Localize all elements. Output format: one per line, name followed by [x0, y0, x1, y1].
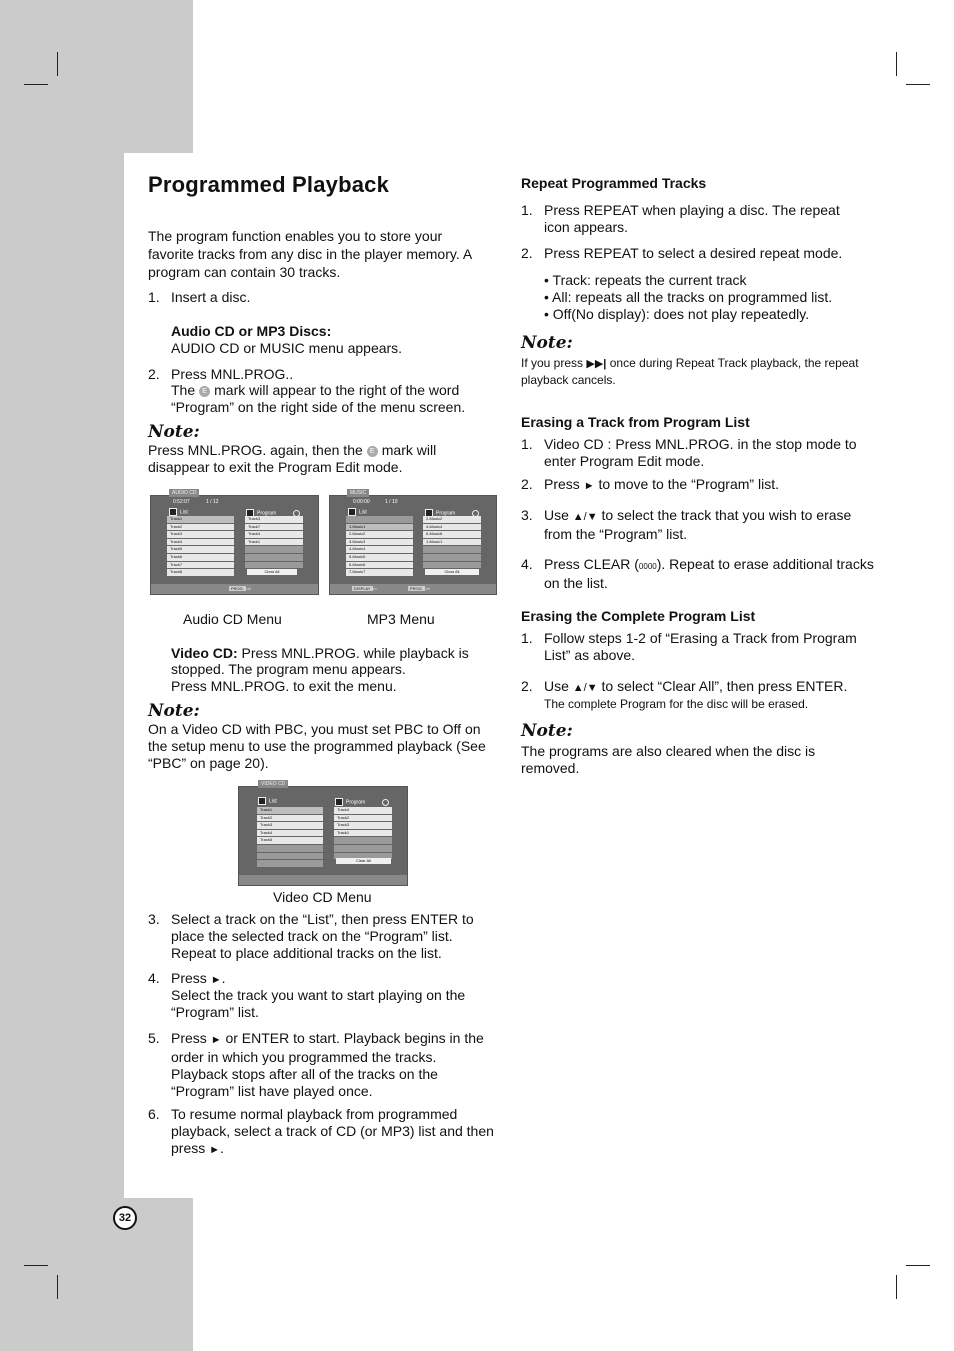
step-number: 4. [521, 556, 533, 572]
erase-all-step-2-note: The complete Program for the disc will be erased. [544, 697, 809, 711]
menu-slot[interactable]: 4-Music4 [346, 546, 413, 554]
mp3-menu-screen [329, 490, 497, 595]
video-cd-line3: Press MNL.PROG. to exit the menu. [171, 678, 397, 694]
section-heading-repeat: Repeat Programmed Tracks [521, 175, 707, 191]
play-icon: ► [209, 1144, 221, 1156]
step-2-line2-start: The [171, 382, 196, 398]
menu-count: 1 / 10 [385, 499, 398, 505]
list-column [167, 516, 234, 577]
step-6-period: . [220, 1140, 224, 1156]
program-icon [335, 798, 343, 806]
program-header-label: Program [436, 510, 456, 517]
program-column [245, 516, 303, 569]
caption-mp3-menu: MP3 Menu [367, 611, 435, 627]
list-header [258, 797, 277, 805]
menu-slot[interactable]: 7-Music7 [346, 569, 413, 577]
menu-slot[interactable]: Track7 [245, 524, 303, 532]
menu-slot[interactable]: Track1 [245, 539, 303, 547]
caption-audio-cd-menu: Audio CD Menu [183, 611, 282, 627]
menu-slot[interactable]: 5-Music5 [346, 554, 413, 562]
menu-slot[interactable]: Track4 [245, 531, 303, 539]
crop-mark [906, 84, 930, 85]
step-6-start: To resume normal playback from programmed playback, select a track of CD (or MP3) list and then press [171, 1106, 494, 1156]
video-cd-line2: stopped. The program menu appears. [171, 661, 406, 677]
audio-heading: Audio CD or MP3 Discs: [171, 323, 332, 339]
erase-all-step-2-end: to select “Clear All”, then press ENTER. [601, 678, 848, 694]
menu-slot[interactable] [334, 837, 392, 845]
menu-slot[interactable]: Track6 [167, 554, 234, 562]
menu-count: 1 / 12 [206, 499, 219, 505]
menu-slot[interactable]: Track3 [257, 822, 323, 830]
list-header-label: List [269, 798, 277, 805]
step-1-text: Insert a disc. [171, 289, 251, 305]
repeat-step-2: Press REPEAT to select a desired repeat mode. [544, 245, 843, 261]
section-heading-erase-track: Erasing a Track from Program List [521, 414, 750, 430]
note-label: Note: [148, 701, 200, 721]
edit-mark-icon: E [367, 446, 378, 457]
step-4-text: Select the track you want to start playing on the “Program” list. [171, 987, 466, 1020]
crop-mark [896, 52, 897, 76]
menu-slot[interactable]: 2-Music2 [423, 516, 481, 524]
list-icon [258, 797, 266, 805]
note-label: Note: [148, 422, 200, 442]
menu-slot[interactable] [423, 554, 481, 562]
menu-slot[interactable]: Track1 [257, 807, 323, 815]
margin-band-top [0, 0, 193, 153]
erase-step-2 [544, 476, 779, 495]
clear-button-icon: 0000 [638, 562, 657, 571]
note-1-line2: disappear to exit the Program Edit mode. [148, 459, 403, 475]
erase-step-3 [544, 507, 876, 543]
edit-mark-icon: E [199, 386, 210, 397]
step-number: 4. [148, 970, 160, 986]
menu-slot[interactable]: Track4 [334, 807, 392, 815]
program-column [423, 516, 481, 569]
list-header [169, 508, 188, 516]
menu-time: 0:00:00 [353, 499, 370, 505]
step-4-period: . [221, 970, 226, 986]
note-1-start: Press MNL.PROG. again, then the [148, 442, 363, 458]
menu-slot[interactable]: Track3 [245, 516, 303, 524]
footer-tag: PROG. [231, 586, 244, 591]
step-5-start: Press [171, 1030, 207, 1046]
step-number: 1. [521, 436, 533, 452]
menu-slot[interactable]: Track4 [167, 539, 234, 547]
erase-all-step-2 [544, 678, 847, 697]
play-icon: ► [210, 974, 222, 986]
step-number: 3. [148, 911, 160, 927]
menu-slot[interactable]: Track8 [167, 569, 234, 577]
step-2-line1: Press MNL.PROG.. [171, 366, 294, 382]
footer-tag: DISPLAY [354, 586, 371, 591]
program-header [335, 798, 365, 806]
list-header-label: List [359, 509, 367, 516]
menu-slot[interactable]: Track5 [167, 546, 234, 554]
footer-text: Info [370, 586, 377, 591]
erase-all-step-1: Follow steps 1-2 of “Erasing a Track from Program List” as above. [544, 630, 857, 663]
menu-slot[interactable]: Track3 [167, 531, 234, 539]
menu-tag: AUDIO CD [169, 489, 199, 497]
note-1-line1 [148, 442, 436, 459]
note-3-start: If you press [521, 356, 584, 370]
menu-footer [151, 584, 318, 594]
list-icon [348, 508, 356, 516]
menu-slot[interactable]: Track2 [257, 815, 323, 823]
clear-all-button[interactable]: Clear All [247, 569, 297, 575]
menu-time: 0:52:07 [173, 499, 190, 505]
erase-step-4-end: ). Repeat to erase additional tracks on the list. [544, 556, 874, 591]
erase-step-2-end: to move to the “Program” list. [598, 476, 779, 492]
erase-all-step-2-start: Use [544, 678, 569, 694]
menu-slot[interactable]: 2-Music2 [346, 531, 413, 539]
erase-step-3-start: Use [544, 507, 569, 523]
menu-slot[interactable]: Track2 [167, 524, 234, 532]
repeat-step-1: Press REPEAT when playing a disc. The repeat icon appears. [544, 202, 840, 235]
menu-slot[interactable]: Track2 [334, 815, 392, 823]
note-label: Note: [521, 333, 573, 353]
video-cd-menu-screen [238, 781, 408, 886]
audio-cd-menu-screen [150, 490, 319, 595]
crop-mark [906, 1265, 930, 1266]
step-number: 6. [148, 1106, 160, 1122]
erase-step-4-start: Press CLEAR ( [544, 556, 639, 572]
menu-slot[interactable] [423, 546, 481, 554]
program-header-label: Program [257, 510, 277, 517]
repeat-bullet-off: • Off(No display): does not play repeatedly. [544, 306, 810, 322]
repeat-bullet-track: • Track: repeats the current track [544, 272, 747, 288]
step-number: 5. [148, 1030, 160, 1046]
intro-text: The program function enables you to store your favorite tracks from any disc in the player memory. A program can contain 30 tracks. [148, 228, 472, 280]
crop-mark [896, 1275, 897, 1299]
note-4-text: The programs are also cleared when the disc is removed. [521, 743, 816, 776]
crop-mark [24, 1265, 48, 1266]
clear-all-button[interactable]: Clear All [336, 858, 391, 864]
step-number: 3. [521, 507, 533, 523]
video-cd-text: Press MNL.PROG. while playback is [241, 645, 469, 661]
step-3-text: Select a track on the “List”, then press ENTER to place the selected track on the “Program” list. Repeat to place additional tracks on the list. [171, 911, 474, 961]
right-arrow-icon: ► [583, 480, 595, 492]
program-header-label: Program [346, 799, 366, 806]
caption-video-cd-menu: Video CD Menu [273, 889, 372, 905]
footer-text: Edit [244, 586, 251, 591]
repeat-bullet-all: • All: repeats all the tracks on programmed list. [544, 289, 833, 305]
up-down-arrow-icon: ▲/▼ [572, 511, 598, 523]
step-5-end: or ENTER to start. Playback begins in the order in which you programmed the tracks. Playback stops after all of the tracks on the “Program” list have played once. [171, 1030, 484, 1099]
menu-slot[interactable] [245, 546, 303, 554]
menu-slot[interactable]: 4-Music4 [423, 524, 481, 532]
crop-mark [57, 52, 58, 76]
step-number: 1. [521, 630, 533, 646]
menu-slot[interactable] [257, 853, 323, 861]
menu-footer [239, 875, 407, 885]
menu-slot[interactable]: 3-Music3 [346, 539, 413, 547]
step-number: 2. [521, 476, 533, 492]
note-3-text [521, 355, 861, 388]
step-number: 2. [148, 366, 160, 382]
margin-band-bottom [0, 1198, 193, 1351]
menu-tag: MUSIC [347, 489, 369, 497]
page-title: Programmed Playback [148, 172, 390, 197]
erase-step-3-end: to select the track that you wish to erase from the “Program” list. [544, 507, 852, 542]
clear-all-button[interactable]: Clear All [425, 569, 479, 575]
step-2-line2-end: mark will appear to the right of the word [214, 382, 460, 398]
menu-slot[interactable]: Track7 [167, 562, 234, 570]
note-label: Note: [521, 721, 573, 741]
menu-slot[interactable]: Track5 [257, 837, 323, 845]
margin-band-left [0, 153, 124, 1198]
clock-icon [382, 799, 389, 806]
erase-step-2-start: Press [544, 476, 580, 492]
step-5-text [171, 1030, 496, 1100]
menu-tag: VIDEO CD [258, 780, 288, 788]
menu-slot[interactable]: Track1 [334, 830, 392, 838]
program-column [334, 807, 392, 860]
footer-tag: PROG. [410, 586, 423, 591]
list-column [257, 807, 323, 868]
skip-forward-icon: ▶▶| [586, 358, 607, 370]
menu-slot[interactable]: 1-Music1 [346, 524, 413, 532]
menu-slot[interactable]: Track4 [257, 830, 323, 838]
list-column [346, 516, 413, 577]
step-number: 1. [148, 289, 160, 305]
video-cd-heading: Video CD: [171, 645, 238, 661]
step-number: 2. [521, 245, 533, 261]
list-header [348, 508, 367, 516]
menu-slot[interactable]: 1-Music1 [423, 539, 481, 547]
step-4-start: Press [171, 970, 207, 986]
menu-footer [330, 584, 496, 594]
footer-text: Edit [423, 586, 430, 591]
section-heading-erase-all: Erasing the Complete Program List [521, 608, 756, 624]
erase-step-4 [544, 556, 876, 592]
crop-mark [24, 84, 48, 85]
step-number: 1. [521, 202, 533, 218]
list-icon [169, 508, 177, 516]
menu-slot[interactable] [346, 516, 413, 524]
up-down-arrow-icon: ▲/▼ [572, 682, 598, 694]
step-2-line2 [171, 382, 459, 399]
erase-step-1: Video CD : Press MNL.PROG. in the stop mode to enter Program Edit mode. [544, 436, 857, 469]
menu-slot[interactable]: 6-Music6 [346, 562, 413, 570]
step-number: 2. [521, 678, 533, 694]
page-number: 32 [113, 1206, 137, 1230]
note-1-end: mark will [381, 442, 437, 458]
menu-slot[interactable]: 6-Music6 [423, 531, 481, 539]
note-3-end: once during Repeat Track playback, the repeat playback cancels. [521, 356, 859, 387]
step-2-line3: “Program” on the right side of the menu screen. [171, 399, 466, 415]
video-cd-line1 [171, 645, 469, 662]
list-header-label: List [180, 509, 188, 516]
crop-mark [57, 1275, 58, 1299]
menu-slot[interactable]: Track3 [334, 822, 392, 830]
menu-slot[interactable] [257, 845, 323, 853]
menu-slot[interactable] [334, 845, 392, 853]
audio-text: AUDIO CD or MUSIC menu appears. [171, 340, 403, 356]
step-6-text [171, 1106, 496, 1159]
note-2-text: On a Video CD with PBC, you must set PBC to Off on the setup menu to use the programmed playback (See “PBC” on page 20). [148, 721, 486, 771]
menu-slot[interactable]: Track1 [167, 516, 234, 524]
play-icon: ► [210, 1034, 222, 1046]
menu-slot[interactable] [245, 554, 303, 562]
menu-slot[interactable] [257, 860, 323, 868]
